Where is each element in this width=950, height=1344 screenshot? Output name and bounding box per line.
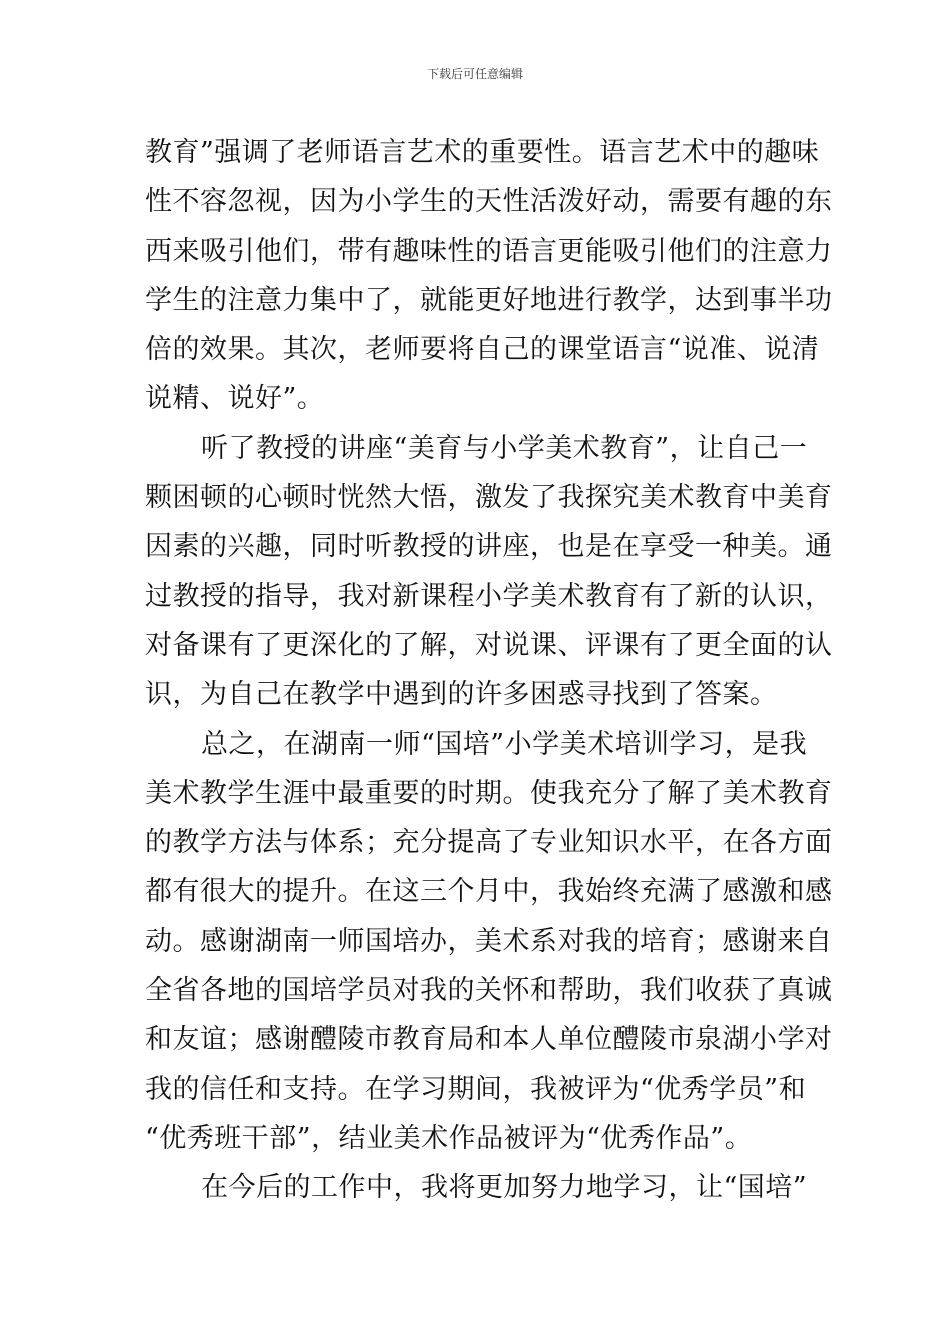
text-line: 颗困顿的心顿时恍然大悟，激发了我探究美术教育中美育 xyxy=(145,482,833,514)
header-note: 下载后可任意编辑 xyxy=(426,67,523,81)
text-line: 西来吸引他们，带有趣味性的语言更能吸引他们的注意力 xyxy=(145,235,833,267)
text-line: 对备课有了更深化的了解，对说课、评课有了更全面的认 xyxy=(145,629,833,661)
text-line: “优秀班干部”，结业美术作品被评为“优秀作品”。 xyxy=(145,1122,753,1154)
text-line: 美术教学生涯中最重要的时期。使我充分了解了美术教育 xyxy=(145,777,833,809)
body-text xyxy=(145,128,833,1213)
text-line: 过教授的指导，我对新课程小学美术教育有了新的认识， xyxy=(145,580,833,612)
text-line: 的教学方法与体系；充分提高了专业知识水平，在各方面 xyxy=(145,827,833,859)
text-line: 学生的注意力集中了，就能更好地进行教学，达到事半功 xyxy=(145,284,833,316)
text-line: 倍的效果。其次，老师要将自己的课堂语言“说准、说清 xyxy=(145,334,820,366)
text-line: 和友谊；感谢醴陵市教育局和本人单位醴陵市泉湖小学对 xyxy=(145,1024,833,1056)
text-line: 总之，在湖南一师“国培”小学美术培训学习，是我 xyxy=(201,728,808,760)
text-line: 全省各地的国培学员对我的关怀和帮助，我们收获了真诚 xyxy=(145,975,833,1007)
text-line: 在今后的工作中，我将更加努力地学习，让“国培” xyxy=(201,1172,808,1204)
text-line: 因素的兴趣，同时听教授的讲座，也是在享受一种美。通 xyxy=(145,531,833,563)
text-line: 识，为自己在教学中遇到的许多困惑寻找到了答案。 xyxy=(145,679,778,711)
text-line: 教育”强调了老师语言艺术的重要性。语言艺术中的趣味 xyxy=(145,137,820,168)
text-line: 性不容忽视，因为小学生的天性活泼好动，需要有趣的东 xyxy=(145,186,833,218)
text-line: 都有很大的提升。在这三个月中，我始终充满了感激和感 xyxy=(145,876,833,908)
text-line: 听了教授的讲座“美育与小学美术教育”，让自己一 xyxy=(201,432,808,464)
text-line: 说精、说好”。 xyxy=(145,383,325,415)
text-line: 动。感谢湖南一师国培办，美术系对我的培育；感谢来自 xyxy=(145,925,833,957)
text-line: 我的信任和支持。在学习期间，我被评为“优秀学员”和 xyxy=(145,1073,807,1105)
